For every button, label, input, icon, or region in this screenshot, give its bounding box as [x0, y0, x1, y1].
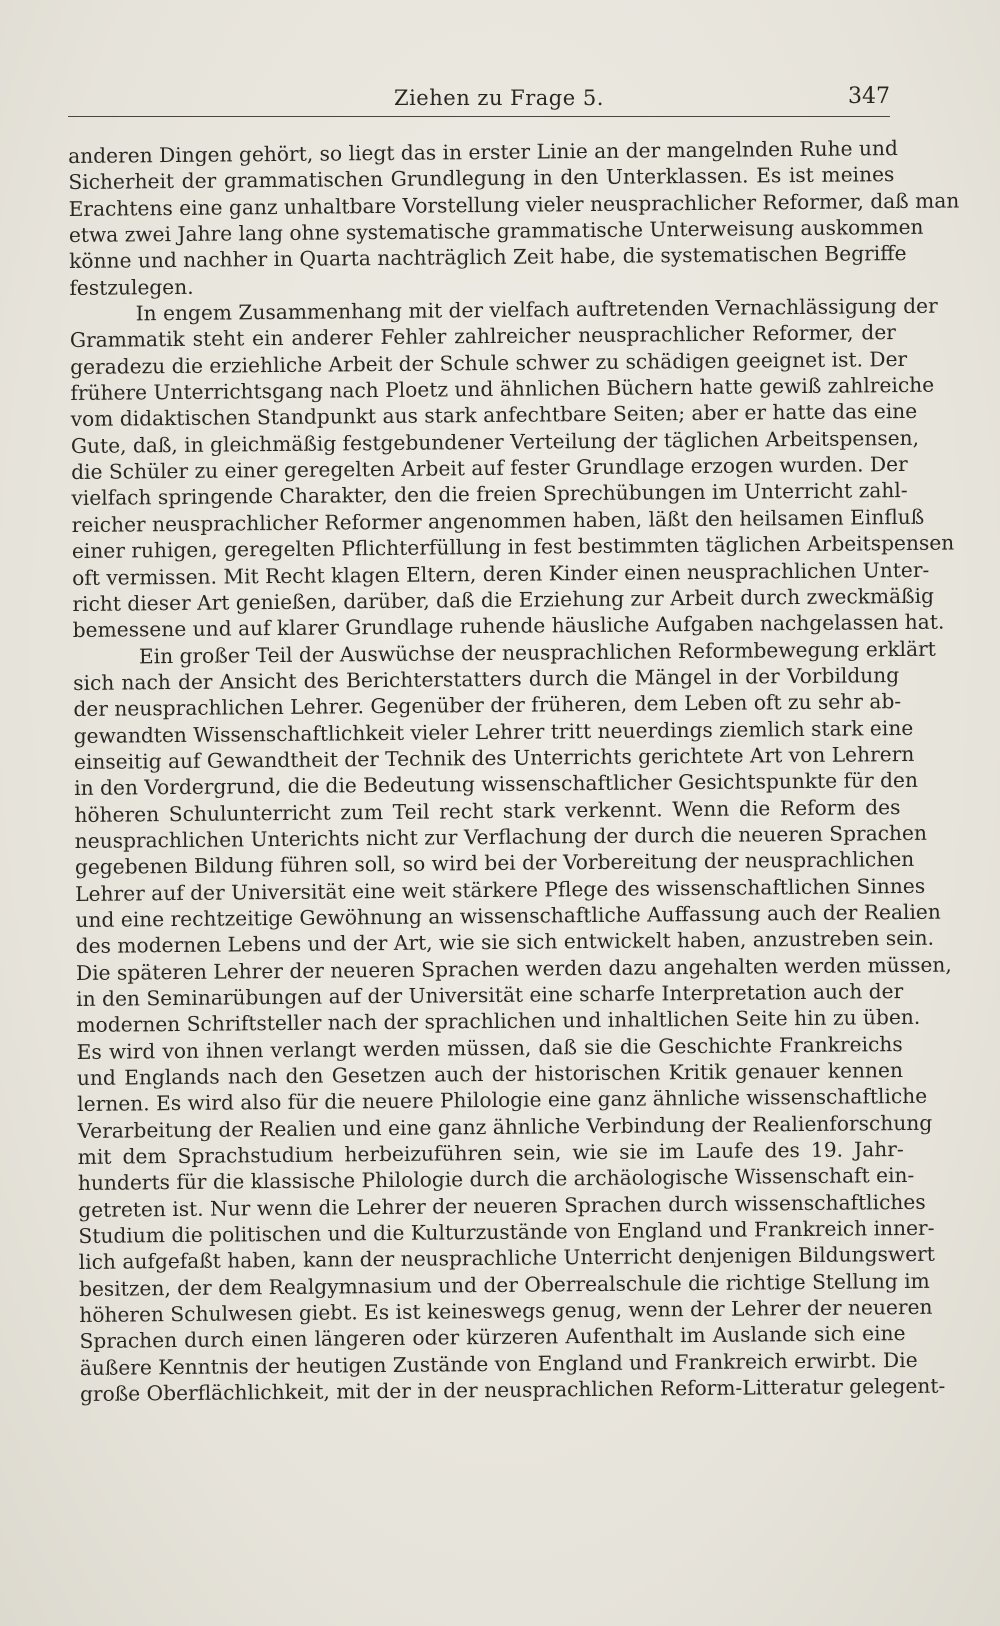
- text-line: sich nach der Ansicht des Berichterstatters durch die Mängel in der Vorbildung: [73, 662, 900, 695]
- text-line: Lehrer auf der Universität eine weit stärkere Pflege des wissenschaftlichen Sinnes: [75, 873, 926, 906]
- text-line: In engem Zusammenhang mit der vielfach auftretenden Vernachlässigung der: [135, 293, 938, 326]
- paragraph: [68, 135, 960, 301]
- text-line: getreten ist. Nur wenn die Lehrer der neueren Sprachen durch wissenschaftliches: [78, 1189, 926, 1222]
- running-head: Ziehen zu Frage 5.: [394, 86, 604, 110]
- text-line: und Englands nach den Gesetzen auch der historischen Kritik genauer kennen: [76, 1058, 904, 1090]
- text-line: lernen. Es wird also für die neuere Philologie eine ganz ähnliche wissenschaftliche: [77, 1084, 928, 1117]
- text-line: einseitig auf Gewandtheit der Technik des Unterrichts gerichtete Art von Lehrern: [73, 741, 915, 774]
- page-number: 347: [848, 84, 890, 109]
- text-line: Studium die politischen und die Kulturzustände von England und Frankreich inner-: [78, 1215, 935, 1249]
- text-line: oft vermissen. Mit Recht klagen Eltern, deren Kinder einen neusprachlichen Unter-: [72, 557, 930, 590]
- text-line: die Schüler zu einer geregelten Arbeit auf fester Grundlage erzogen wurden. Der: [71, 452, 908, 485]
- text-line: neusprachlichen Unterichts nicht zur Verflachung der durch die neueren Sprachen: [74, 820, 928, 853]
- paragraph: [73, 636, 952, 1408]
- text-line: Grammatik steht ein anderer Fehler zahlreicher neusprachlicher Reformer, der: [69, 320, 896, 353]
- text-line: vom didaktischen Standpunkt aus stark anfechtbare Seiten; aber er hatte das eine: [70, 399, 918, 432]
- text-line: des modernen Lebens und der Art, wie sie sich entwickelt haben, anzustreben sein.: [75, 926, 935, 959]
- text-line: Sicherheit der grammatischen Grundlegung in den Unterklassen. Es ist meines: [68, 162, 895, 195]
- text-line: gegebenen Bildung führen soll, so wird bei der Vorbereitung der neusprachlichen: [74, 847, 915, 880]
- text-line: große Oberflächlichkeit, mit der in der neusprachlichen Reform-Litteratur gelegent-: [79, 1373, 946, 1407]
- text-line: mit dem Sprachstudium herbeizuführen sein, wie sie im Laufe des 19. Jahr-: [77, 1137, 904, 1170]
- page-header: [68, 82, 890, 117]
- text-line: äußere Kenntnis der heutigen Zustände von England und Frankreich erwirbt. Die: [79, 1347, 918, 1380]
- text-line: Ein großer Teil der Auswüchse der neusprachlichen Reformbewegung erklärt: [138, 636, 936, 668]
- text-line: Erachtens eine ganz unhaltbare Vorstellung vieler neusprachlicher Reformer, daß man: [68, 188, 960, 221]
- text-line: gewandten Wissenschaftlichkeit vieler Lehrer tritt neuerdings ziemlich stark eine: [73, 715, 914, 748]
- text-line: reicher neusprachlicher Reformer angenommen haben, läßt den heilsamen Einfluß: [71, 504, 925, 537]
- text-line: höheren Schulunterricht zum Teil recht stark verkennt. Wenn die Reform des: [74, 794, 901, 827]
- text-line: könne und nachher in Quarta nachträglich Zeit habe, die systematischen Begriffe: [69, 241, 907, 274]
- text-line: bemessene und auf klarer Grundlage ruhende häusliche Aufgaben nachgelassen hat.: [72, 609, 945, 643]
- text-line: Die späteren Lehrer der neueren Sprachen werden dazu angehalten werden müssen,: [75, 952, 952, 985]
- text-line: richt dieser Art genießen, darüber, daß die Erziehung zur Arbeit durch zweckmäßig: [72, 583, 935, 616]
- text-line: und eine rechtzeitige Gewöhnung an wissenschaftliche Auffassung auch der Realien: [75, 899, 941, 932]
- text-line: in den Vordergrund, die die Bedeutung wissenschaftlicher Gesichtspunkte für den: [74, 768, 919, 801]
- text-line: frühere Unterrichtsgang nach Ploetz und ähnlichen Büchern hatte gewiß zahlreiche: [70, 372, 935, 406]
- body-text: [68, 135, 960, 1407]
- text-line: anderen Dingen gehört, so liegt das in erster Linie an der mangelnden Ruhe und: [68, 136, 898, 168]
- text-line: lich aufgefaßt haben, kann der neusprachliche Unterricht denjenigen Bildungswert: [78, 1242, 935, 1275]
- text-line: Gute, daß, in gleichmäßig festgebundener Verteilung der täglichen Arbeitspensen,: [70, 425, 920, 458]
- text-line: hunderts für die klassische Philologie durch die archäologische Wissenschaft ein-: [77, 1163, 915, 1196]
- text-line: der neusprachlichen Lehrer. Gegenüber der früheren, dem Leben oft zu sehr ab-: [73, 689, 902, 722]
- text-line: Verarbeitung der Realien und eine ganz ähnliche Verbindung der Realienforschung: [77, 1110, 933, 1143]
- text-line: Es wird von ihnen verlangt werden müssen, daß sie die Geschichte Frankreichs: [76, 1031, 903, 1064]
- text-line: modernen Schriftsteller nach der sprachlichen und inhaltlichen Seite hin zu üben.: [76, 1005, 921, 1038]
- paragraph: [69, 293, 955, 643]
- text-line: besitzen, der dem Realgymnasium und der Oberrealschule die richtige Stellung im: [78, 1268, 930, 1301]
- text-line: vielfach springende Charakter, den die freien Sprechübungen im Unterricht zahl-: [71, 478, 908, 511]
- text-line: Sprachen durch einen längeren oder kürzeren Aufenthalt im Auslande sich eine: [79, 1321, 906, 1354]
- text-line: geradezu die erziehliche Arbeit der Schule schwer zu schädigen geeignet ist. Der: [70, 346, 908, 379]
- text-line: etwa zwei Jahre lang ohne systematische grammatische Unterweisung auskommen: [68, 214, 924, 248]
- text-line: höheren Schulwesen giebt. Es ist keineswegs genug, wenn der Lehrer der neueren: [79, 1294, 933, 1328]
- text-line: festzulegen.: [69, 274, 194, 300]
- text-line: einer ruhigen, geregelten Pflichterfüllung in fest bestimmten täglichen Arbeitspensen: [71, 530, 955, 564]
- text-line: in den Seminarübungen auf der Universität eine scharfe Interpretation auch der: [76, 979, 904, 1011]
